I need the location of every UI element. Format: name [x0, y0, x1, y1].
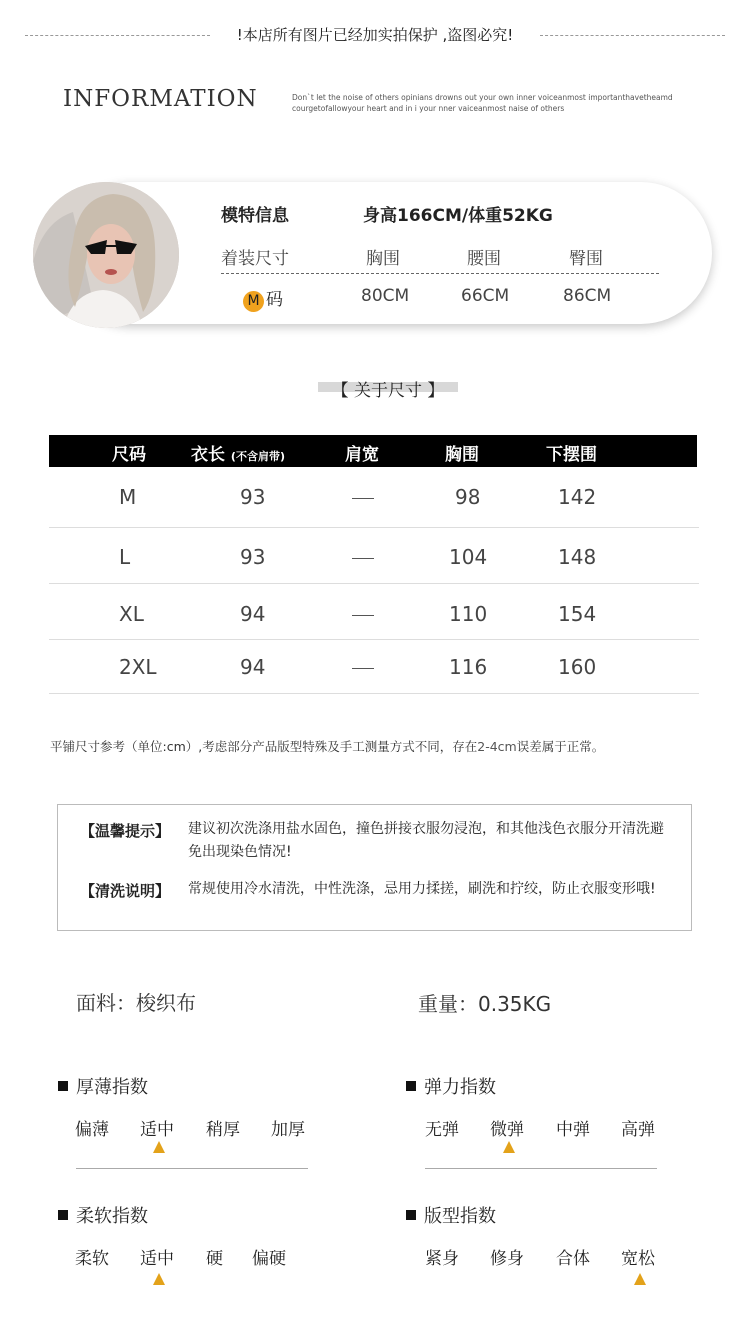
elasticity-option: 高弹	[621, 1120, 655, 1140]
bullet-square-icon	[406, 1210, 416, 1220]
size-title-text: 【 关于尺寸 】	[331, 381, 445, 401]
note-text-a: 平铺尺寸参考（单位:cm）,考虑部分产品版型特殊及手工测量方式不同，存在	[50, 739, 478, 754]
th-bust: 胸围	[445, 445, 479, 465]
elasticity-index-title	[406, 1073, 496, 1099]
fit-title-text: 版型指数	[424, 1206, 496, 1227]
model-waist-label: 腰围	[467, 249, 501, 269]
cell-shoulder	[352, 498, 374, 499]
row-divider	[49, 527, 699, 528]
cell-shoulder	[352, 615, 374, 616]
wash-tip-text: 常规使用冷水清洗，中性洗涤，忌用力揉搓，刷洗和拧绞，防止衣服变形哦!	[188, 881, 656, 897]
model-info-label: 模特信息	[221, 206, 289, 226]
softness-selected-arrow-icon	[153, 1273, 165, 1285]
fabric-material: 面料：梭织布	[76, 991, 196, 1015]
thickness-option: 加厚	[271, 1120, 305, 1140]
model-size-value	[243, 285, 283, 312]
cell-length: 94	[240, 602, 266, 626]
cell-bust: 104	[449, 545, 488, 569]
information-subtitle: Don`t let the noise of others opinians drowns out your own inner voiceanmost importanthavetheamd courgetofallowyour heart and in i your nner vaiceanmost naise of others	[292, 93, 673, 113]
thickness-option: 偏薄	[75, 1120, 109, 1140]
model-waist-value: 66CM	[461, 286, 510, 306]
notice-divider-left	[25, 35, 210, 36]
elasticity-option: 微弹	[490, 1120, 524, 1140]
cell-size: XL	[119, 602, 144, 626]
warm-tip-label: 【温馨提示】	[80, 822, 171, 840]
softness-index-title	[58, 1202, 148, 1228]
size-table-header	[49, 435, 697, 467]
row-divider	[49, 639, 699, 640]
wash-tip-label: 【清洗说明】	[80, 882, 171, 900]
size-section-title	[318, 376, 458, 401]
cell-size: M	[119, 485, 137, 509]
th-length-note: (不含肩带)	[230, 450, 285, 463]
bullet-square-icon	[58, 1210, 68, 1220]
thickness-option: 稍厚	[206, 1120, 240, 1140]
elasticity-selected-arrow-icon	[503, 1141, 515, 1153]
cell-bust: 116	[449, 655, 488, 679]
th-hem: 下摆围	[546, 445, 597, 465]
warm-tip-text: 建议初次洗涤用盐水固色，撞色拼接衣服勿浸泡，和其他浅色衣服分开清洗避免出现染色情况!	[188, 821, 664, 860]
elasticity-option: 中弹	[556, 1120, 590, 1140]
cell-hem: 154	[558, 602, 597, 626]
th-shoulder: 肩宽	[345, 445, 379, 465]
bullet-square-icon	[406, 1081, 416, 1091]
bullet-square-icon	[58, 1081, 68, 1091]
model-avatar	[33, 182, 179, 328]
fit-selected-arrow-icon	[634, 1273, 646, 1285]
th-length-label: 衣长	[191, 445, 225, 465]
fit-option: 紧身	[425, 1249, 459, 1269]
model-bust-label: 胸围	[366, 249, 400, 269]
elasticity-divider	[425, 1168, 657, 1169]
model-hip-label: 臀围	[569, 249, 603, 269]
information-title: INFORMATION	[63, 86, 258, 112]
thickness-index-title	[58, 1073, 148, 1099]
cell-length: 93	[240, 485, 266, 509]
measurement-note	[50, 737, 604, 755]
softness-title-text: 柔软指数	[76, 1206, 148, 1227]
fit-index-title	[406, 1202, 496, 1228]
row-divider	[49, 693, 699, 694]
model-size-label: 着装尺寸	[221, 249, 289, 269]
th-length	[191, 440, 285, 465]
cell-bust: 98	[455, 485, 481, 509]
thickness-title-text: 厚薄指数	[76, 1077, 148, 1098]
cell-hem: 160	[558, 655, 597, 679]
th-size: 尺码	[112, 445, 146, 465]
cell-hem: 142	[558, 485, 597, 509]
thickness-selected-arrow-icon	[153, 1141, 165, 1153]
model-portrait-icon	[33, 182, 179, 328]
note-text-b: 2-4cm	[477, 739, 517, 754]
cell-length: 93	[240, 545, 266, 569]
row-divider	[49, 583, 699, 584]
model-bust-value: 80CM	[361, 286, 410, 306]
thickness-option: 适中	[140, 1120, 174, 1140]
elasticity-title-text: 弹力指数	[424, 1077, 496, 1098]
fit-option: 修身	[490, 1249, 524, 1269]
copyright-notice: !本店所有图片已经加实拍保护 ,盗图必究!	[236, 26, 514, 44]
notice-divider-right	[540, 35, 725, 36]
cell-shoulder	[352, 558, 374, 559]
model-card-divider	[221, 273, 659, 274]
fit-option: 宽松	[621, 1249, 655, 1269]
cell-hem: 148	[558, 545, 597, 569]
softness-option: 适中	[140, 1249, 174, 1269]
softness-option: 偏硬	[252, 1249, 286, 1269]
cell-bust: 110	[449, 602, 488, 626]
size-badge: M	[243, 291, 264, 312]
cell-size: 2XL	[119, 655, 157, 679]
cell-shoulder	[352, 668, 374, 669]
note-text-c: 误差属于正常。	[516, 739, 605, 754]
care-tips-box	[57, 804, 692, 931]
model-hip-value: 86CM	[563, 286, 612, 306]
model-height-weight: 身高166CM/体重52KG	[363, 206, 553, 226]
softness-option: 柔软	[75, 1249, 109, 1269]
size-unit: 码	[266, 290, 283, 310]
thickness-divider	[76, 1168, 308, 1169]
fit-option: 合体	[556, 1249, 590, 1269]
fabric-weight: 重量：0.35KG	[418, 992, 552, 1016]
softness-option: 硬	[206, 1249, 223, 1269]
cell-length: 94	[240, 655, 266, 679]
cell-size: L	[119, 545, 131, 569]
elasticity-option: 无弹	[425, 1120, 459, 1140]
